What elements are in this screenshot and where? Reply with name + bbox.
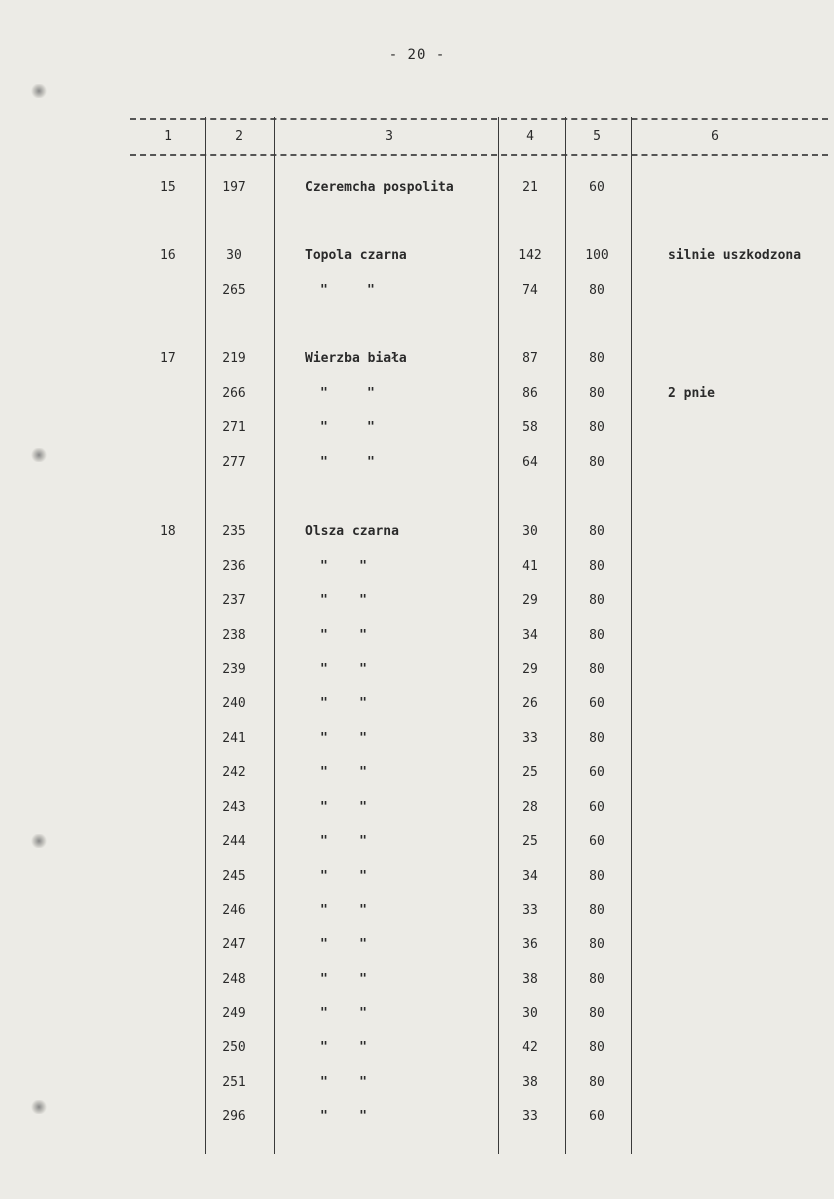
cell-col5: 60 — [589, 180, 605, 195]
cell-species: " " — [320, 1006, 367, 1021]
column-header-5: 5 — [593, 129, 601, 144]
cell-tree-id: 236 — [222, 559, 246, 574]
cell-col4: 38 — [522, 1075, 538, 1090]
cell-col5: 60 — [589, 1109, 605, 1124]
cell-species: " " — [320, 731, 367, 746]
cell-species: " " — [320, 937, 367, 952]
cell-number: 16 — [160, 248, 176, 263]
cell-col4: 28 — [522, 800, 538, 815]
cell-number: 17 — [160, 351, 176, 366]
cell-col5: 80 — [589, 731, 605, 746]
cell-species: Topola czarna — [305, 248, 407, 263]
page-number: - 20 - — [388, 47, 446, 63]
cell-col4: 33 — [522, 731, 538, 746]
column-divider — [565, 117, 566, 1154]
cell-col5: 60 — [589, 765, 605, 780]
cell-species: " " — [320, 455, 375, 470]
cell-tree-id: 235 — [222, 524, 246, 539]
cell-col4: 41 — [522, 559, 538, 574]
cell-col5: 80 — [589, 903, 605, 918]
cell-tree-id: 242 — [222, 765, 246, 780]
cell-tree-id: 251 — [222, 1075, 246, 1090]
cell-col4: 42 — [522, 1040, 538, 1055]
cell-col5: 80 — [589, 283, 605, 298]
binder-hole — [30, 1100, 48, 1114]
cell-col5: 80 — [589, 351, 605, 366]
column-divider — [631, 117, 632, 1154]
cell-species: " " — [320, 696, 367, 711]
cell-tree-id: 244 — [222, 834, 246, 849]
cell-tree-id: 243 — [222, 800, 246, 815]
cell-species: Czeremcha pospolita — [305, 180, 454, 195]
cell-col4: 86 — [522, 386, 538, 401]
table-header-rule — [130, 154, 828, 156]
cell-species: " " — [320, 420, 375, 435]
cell-col4: 74 — [522, 283, 538, 298]
cell-col4: 30 — [522, 524, 538, 539]
cell-species: Olsza czarna — [305, 524, 399, 539]
cell-number: 15 — [160, 180, 176, 195]
cell-col5: 80 — [589, 662, 605, 677]
cell-tree-id: 219 — [222, 351, 246, 366]
cell-col4: 33 — [522, 903, 538, 918]
cell-col5: 60 — [589, 800, 605, 815]
cell-col4: 26 — [522, 696, 538, 711]
cell-species: " " — [320, 903, 367, 918]
cell-species: Wierzba biała — [305, 351, 407, 366]
cell-tree-id: 271 — [222, 420, 246, 435]
cell-species: " " — [320, 1075, 367, 1090]
column-divider — [274, 117, 275, 1154]
cell-col5: 80 — [589, 386, 605, 401]
cell-col4: 29 — [522, 662, 538, 677]
cell-tree-id: 266 — [222, 386, 246, 401]
cell-species: " " — [320, 386, 375, 401]
cell-species: " " — [320, 1109, 367, 1124]
cell-col5: 80 — [589, 593, 605, 608]
cell-species: " " — [320, 559, 367, 574]
cell-col4: 36 — [522, 937, 538, 952]
cell-col5: 80 — [589, 972, 605, 987]
cell-species: " " — [320, 662, 367, 677]
cell-tree-id: 239 — [222, 662, 246, 677]
column-header-6: 6 — [711, 129, 719, 144]
cell-col5: 80 — [589, 559, 605, 574]
column-header-2: 2 — [235, 129, 243, 144]
cell-species: " " — [320, 765, 367, 780]
cell-col5: 80 — [589, 455, 605, 470]
cell-col4: 30 — [522, 1006, 538, 1021]
column-header-4: 4 — [526, 129, 534, 144]
cell-species: " " — [320, 593, 367, 608]
cell-tree-id: 248 — [222, 972, 246, 987]
cell-col5: 80 — [589, 628, 605, 643]
cell-col5: 80 — [589, 937, 605, 952]
cell-tree-id: 277 — [222, 455, 246, 470]
cell-species: " " — [320, 869, 367, 884]
cell-tree-id: 240 — [222, 696, 246, 711]
column-divider — [205, 117, 206, 1154]
cell-species: " " — [320, 800, 367, 815]
cell-tree-id: 241 — [222, 731, 246, 746]
cell-col5: 80 — [589, 1075, 605, 1090]
cell-col4: 87 — [522, 351, 538, 366]
cell-col4: 25 — [522, 834, 538, 849]
cell-tree-id: 249 — [222, 1006, 246, 1021]
cell-col5: 80 — [589, 869, 605, 884]
table-top-rule — [130, 118, 828, 120]
binder-hole — [30, 834, 48, 848]
cell-col4: 34 — [522, 869, 538, 884]
cell-col5: 80 — [589, 1006, 605, 1021]
cell-col4: 38 — [522, 972, 538, 987]
cell-col4: 21 — [522, 180, 538, 195]
cell-col5: 100 — [585, 248, 609, 263]
cell-tree-id: 250 — [222, 1040, 246, 1055]
cell-remarks: silnie uszkodzona — [668, 248, 802, 263]
cell-col5: 80 — [589, 524, 605, 539]
cell-col4: 29 — [522, 593, 538, 608]
column-header-3: 3 — [385, 129, 393, 144]
cell-remarks: 2 pnie — [668, 386, 715, 401]
cell-tree-id: 237 — [222, 593, 246, 608]
cell-tree-id: 296 — [222, 1109, 246, 1124]
cell-tree-id: 238 — [222, 628, 246, 643]
cell-species: " " — [320, 283, 375, 298]
column-header-1: 1 — [164, 129, 172, 144]
cell-species: " " — [320, 1040, 367, 1055]
cell-tree-id: 265 — [222, 283, 246, 298]
cell-col5: 80 — [589, 420, 605, 435]
binder-hole — [30, 84, 48, 98]
cell-tree-id: 246 — [222, 903, 246, 918]
cell-col4: 25 — [522, 765, 538, 780]
cell-tree-id: 30 — [226, 248, 242, 263]
cell-col5: 80 — [589, 1040, 605, 1055]
cell-species: " " — [320, 972, 367, 987]
cell-tree-id: 197 — [222, 180, 246, 195]
binder-hole — [30, 448, 48, 462]
cell-col4: 64 — [522, 455, 538, 470]
cell-tree-id: 245 — [222, 869, 246, 884]
cell-col4: 33 — [522, 1109, 538, 1124]
cell-col5: 60 — [589, 834, 605, 849]
cell-col4: 34 — [522, 628, 538, 643]
cell-col4: 142 — [518, 248, 542, 263]
cell-tree-id: 247 — [222, 937, 246, 952]
cell-species: " " — [320, 834, 367, 849]
cell-species: " " — [320, 628, 367, 643]
cell-number: 18 — [160, 524, 176, 539]
cell-col5: 60 — [589, 696, 605, 711]
cell-col4: 58 — [522, 420, 538, 435]
